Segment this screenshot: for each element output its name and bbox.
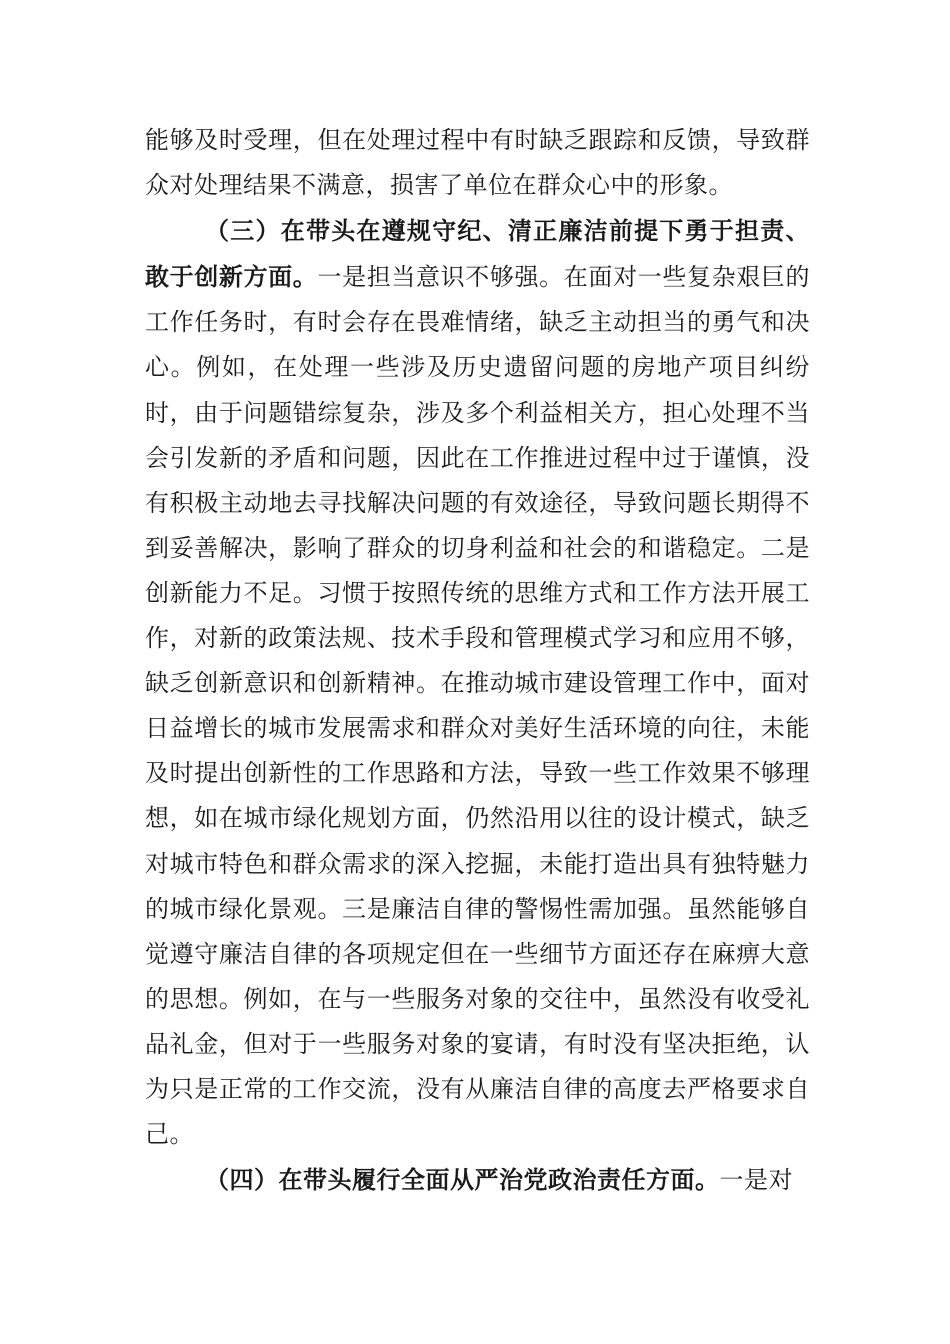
section-heading-4: （四）在带头履行全面从严治党政治责任方面。: [205, 1165, 720, 1195]
paragraph-body: 一是对: [719, 1166, 793, 1195]
paragraph-continuation: [145, 118, 810, 208]
section-heading-3: （三）在带头在遵规守纪、清正廉洁前提下勇于担责、敢于创新方面。: [145, 216, 810, 292]
paragraph-section-3: [145, 208, 810, 1157]
paragraph-body: 能够及时受理，但在处理过程中有时缺乏跟踪和反馈，导致群众对处理结果不满意，损害了单位在群众心中的形象。: [145, 126, 810, 200]
paragraph-section-4: [145, 1157, 810, 1203]
document-body: [145, 118, 810, 1203]
paragraph-body: 一是担当意识不够强。在面对一些复杂艰巨的工作任务时，有时会存在畏难情绪，缺乏主动担当的勇气和决心。例如，在处理一些涉及历史遗留问题的房地产项目纠纷时，由于问题错综复杂，涉及多个利益相关方，担心处理不当会引发新的矛盾和问题，因此在工作推进过程中过于谨慎，没有积极主动地去寻找解决问题的有效途径，导致问题长期得不到妥善解决，影响了群众的切身利益和社会的和谐稳定。二是创新能力不足。习惯于按照传统的思维方式和工作方法开展工作，对新的政策法规、技术手段和管理模式学习和应用不够，缺乏创新意识和创新精神。在推动城市建设管理工作中，面对日益增长的城市发展需求和群众对美好生活环境的向往，未能及时提出创新性的工作思路和方法，导致一些工作效果不够理想，如在城市绿化规划方面，仍然沿用以往的设计模式，缺乏对城市特色和群众需求的深入挖掘，未能打造出具有独特魅力的城市绿化景观。三是廉洁自律的警惕性需加强。虽然能够自觉遵守廉洁自律的各项规定但在一些细节方面还存在麻痹大意的思想。例如，在与一些服务对象的交往中，虽然没有收受礼品礼金，但对于一些服务对象的宴请，有时没有坚决拒绝，认为只是正常的工作交流，没有从廉洁自律的高度去严格要求自己。: [145, 263, 811, 1149]
